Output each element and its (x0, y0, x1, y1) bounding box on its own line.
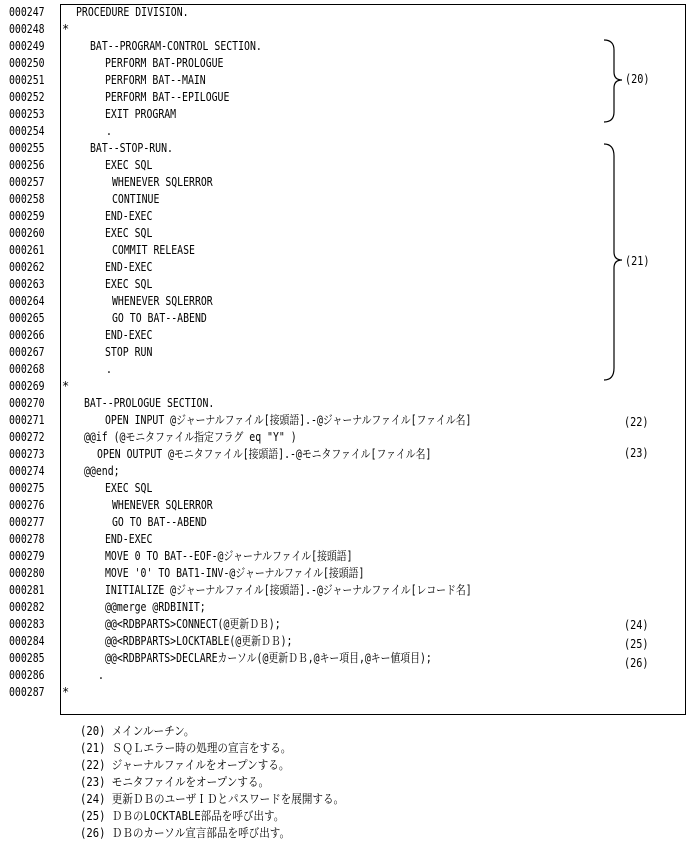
line-number: 000272 (9, 430, 45, 444)
line-number: 000277 (9, 515, 45, 529)
note-item: (25) ＤＢのLOCKTABLE部品を呼び出す。 (80, 809, 285, 823)
code-line: @@<RDBPARTS>CONNECT(@更新ＤＢ); (105, 617, 281, 631)
line-number: 000253 (9, 107, 45, 121)
line-number: 000254 (9, 124, 45, 138)
brace-20 (600, 38, 628, 124)
code-line: . (106, 362, 112, 376)
line-number: 000274 (9, 464, 45, 478)
code-line: END-EXEC (105, 209, 153, 223)
brace-21 (600, 142, 628, 382)
code-line: WHENEVER SQLERROR (112, 498, 213, 512)
line-number: 000267 (9, 345, 45, 359)
line-number: 000286 (9, 668, 45, 682)
code-line: . (106, 124, 112, 138)
line-number: 000287 (9, 685, 45, 699)
line-number: 000258 (9, 192, 45, 206)
note-item: (21) ＳＱＬエラー時の処理の宣言をする。 (80, 741, 292, 755)
code-line: WHENEVER SQLERROR (112, 294, 213, 308)
ref-label-22: (22) (624, 415, 649, 429)
line-number: 000281 (9, 583, 45, 597)
code-line: INITIALIZE @ジャーナルファイル[接頭語].-@ジャーナルファイル[レコード名] (105, 583, 472, 597)
code-line: EXEC SQL (105, 277, 153, 291)
line-number: 000264 (9, 294, 45, 308)
line-number: 000285 (9, 651, 45, 665)
code-line: BAT--STOP-RUN. (90, 141, 173, 155)
line-number: 000284 (9, 634, 45, 648)
code-line: END-EXEC (105, 532, 153, 546)
code-line: MOVE 0 TO BAT--EOF-@ジャーナルファイル[接頭語] (105, 549, 353, 563)
code-line: OPEN INPUT @ジャーナルファイル[接頭語].-@ジャーナルファイル[ファイル名] (105, 413, 472, 427)
code-line: . (98, 668, 104, 682)
line-number: 000252 (9, 90, 45, 104)
code-line: END-EXEC (105, 328, 153, 342)
line-number: 000271 (9, 413, 45, 427)
ref-label-21: (21) (625, 254, 650, 268)
code-line: BAT--PROLOGUE SECTION. (84, 396, 215, 410)
code-line: END-EXEC (105, 260, 153, 274)
line-number: 000260 (9, 226, 45, 240)
line-number: 000248 (9, 22, 45, 36)
line-number: 000279 (9, 549, 45, 563)
code-line: EXIT PROGRAM (105, 107, 177, 121)
code-line: PROCEDURE DIVISION. (76, 5, 189, 19)
line-number: 000283 (9, 617, 45, 631)
code-line: CONTINUE (112, 192, 160, 206)
code-line: GO TO BAT--ABEND (112, 515, 207, 529)
code-line: @@merge @RDBINIT; (105, 600, 206, 614)
line-number: 000265 (9, 311, 45, 325)
code-line: @@<RDBPARTS>DECLAREカーソル(@更新ＤＢ,@キー項目,@キー値項目); (105, 651, 432, 665)
code-line: STOP RUN (105, 345, 153, 359)
line-number: 000257 (9, 175, 45, 189)
code-line: PERFORM BAT--EPILOGUE (105, 90, 230, 104)
line-number: 000263 (9, 277, 45, 291)
note-item: (24) 更新ＤＢのユーザＩＤとパスワードを展開する。 (80, 792, 345, 806)
line-number: 000266 (9, 328, 45, 342)
line-number: 000276 (9, 498, 45, 512)
comment-star: * (62, 22, 70, 36)
line-number: 000250 (9, 56, 45, 70)
code-line: @@if (@モニタファイル指定フラグ eq "Y" ) (84, 430, 297, 444)
comment-star: * (62, 379, 70, 393)
code-line: BAT--PROGRAM-CONTROL SECTION. (90, 39, 262, 53)
note-item: (26) ＤＢのカーソル宣言部品を呼び出す。 (80, 826, 291, 840)
code-line: EXEC SQL (105, 481, 153, 495)
line-number: 000255 (9, 141, 45, 155)
line-number: 000251 (9, 73, 45, 87)
line-number: 000259 (9, 209, 45, 223)
code-line: @@end; (84, 464, 120, 478)
ref-label-24: (24) (624, 618, 649, 632)
ref-label-20: (20) (625, 72, 650, 86)
ref-label-25: (25) (624, 637, 649, 651)
note-item: (22) ジャーナルファイルをオープンする。 (80, 758, 290, 772)
code-line: WHENEVER SQLERROR (112, 175, 213, 189)
code-line: @@<RDBPARTS>LOCKTABLE(@更新ＤＢ); (105, 634, 293, 648)
line-number: 000247 (9, 5, 45, 19)
line-number: 000273 (9, 447, 45, 461)
line-number: 000278 (9, 532, 45, 546)
line-number: 000275 (9, 481, 45, 495)
code-line: EXEC SQL (105, 158, 153, 172)
code-line: PERFORM BAT--MAIN (105, 73, 206, 87)
note-item: (20) メインルーチン。 (80, 724, 195, 738)
code-line: MOVE '0' TO BAT1-INV-@ジャーナルファイル[接頭語] (105, 566, 365, 580)
code-line: COMMIT RELEASE (112, 243, 195, 257)
line-number: 000269 (9, 379, 45, 393)
line-number: 000268 (9, 362, 45, 376)
line-number: 000280 (9, 566, 45, 580)
code-line: OPEN OUTPUT @モニタファイル[接頭語].-@モニタファイル[ファイル名] (97, 447, 432, 461)
ref-label-26: (26) (624, 656, 649, 670)
line-number: 000262 (9, 260, 45, 274)
line-number: 000249 (9, 39, 45, 53)
code-line: EXEC SQL (105, 226, 153, 240)
code-line: PERFORM BAT-PROLOGUE (105, 56, 224, 70)
ref-label-23: (23) (624, 446, 649, 460)
line-number: 000270 (9, 396, 45, 410)
line-number: 000261 (9, 243, 45, 257)
line-number: 000282 (9, 600, 45, 614)
line-number: 000256 (9, 158, 45, 172)
note-item: (23) モニタファイルをオープンする。 (80, 775, 270, 789)
comment-star: * (62, 685, 70, 699)
code-line: GO TO BAT--ABEND (112, 311, 207, 325)
